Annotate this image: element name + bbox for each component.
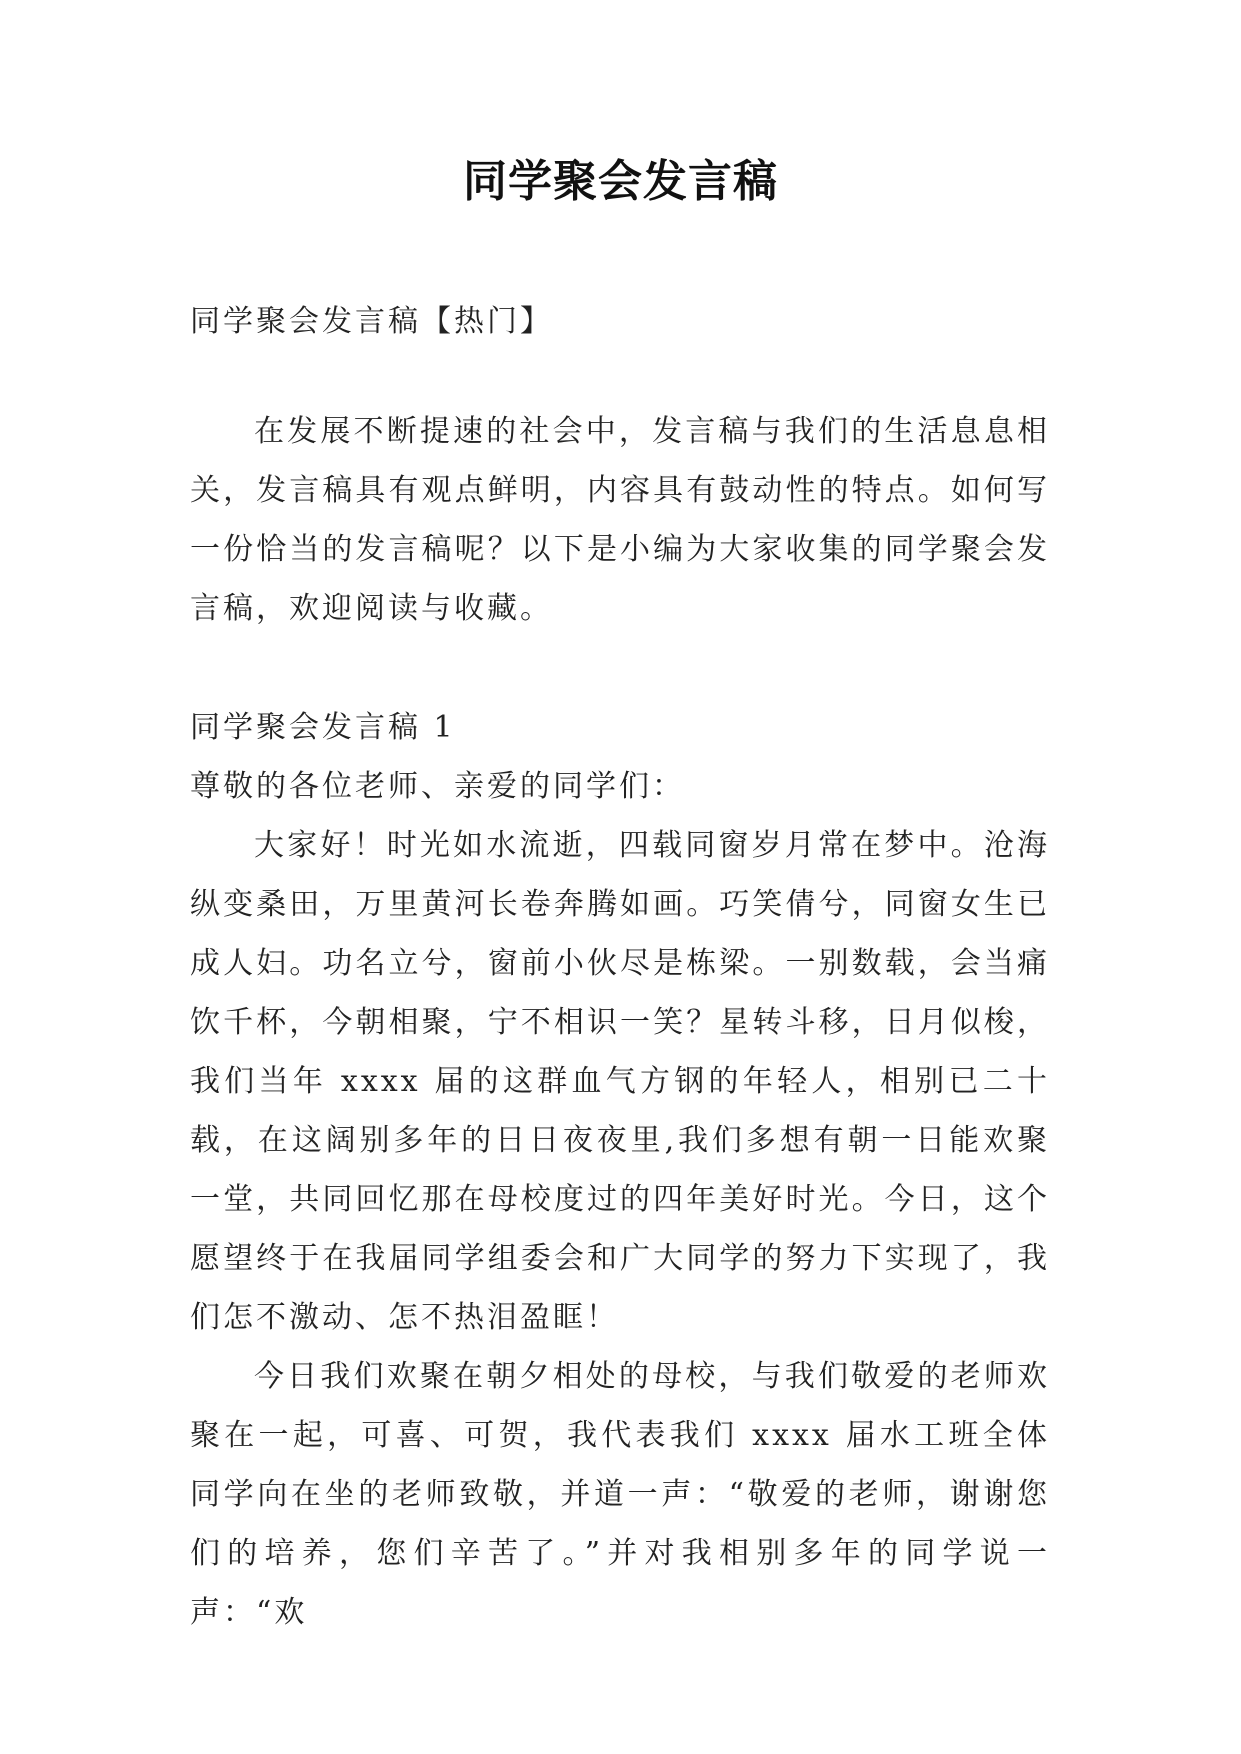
section-heading: 同学聚会发言稿 1 bbox=[190, 710, 456, 745]
speech-paragraph: 大家好！时光如水流逝，四载同窗岁月常在梦中。沧海纵变桑田，万里黄河长卷奔腾如画。巧笑倩兮，同窗女生已成人妇。功名立兮，窗前小伙尽是栋梁。一别数载，会当痛饮千杯，今朝相聚，宁不相识一笑？星转斗移，日月似梭，我们当年 xxxx 届的这群血气方钢的年轻人，相别已二十载，在这阔别多年的日日夜夜里,我们多想有朝一日能欢聚一堂，共同回忆那在母校度过的四年美好时光。今日，这个愿望终于在我届同学组委会和广大同学的努力下实现了，我们怎不激动、怎不热泪盈眶！ bbox=[190, 828, 1050, 1335]
salutation: 尊敬的各位老师、亲爱的同学们： bbox=[190, 769, 685, 804]
intro-paragraph: 在发展不断提速的社会中，发言稿与我们的生活息息相关，发言稿具有观点鲜明，内容具有鼓动性的特点。如何写一份恰当的发言稿呢？以下是小编为大家收集的同学聚会发言稿，欢迎阅读与收藏。 bbox=[190, 414, 1050, 626]
document-subtitle: 同学聚会发言稿【热门】 bbox=[190, 304, 553, 339]
speech-body bbox=[190, 757, 1050, 1642]
speech-paragraph: 今日我们欢聚在朝夕相处的母校，与我们敬爱的老师欢聚在一起，可喜、可贺，我代表我们 xxxx 届水工班全体同学向在坐的老师致敬，并道一声：“敬爱的老师，谢谢您们的培养，您们辛苦了。”并对我相别多年的同学说一声：“欢 bbox=[190, 1359, 1050, 1630]
document-title: 同学聚会发言稿 bbox=[463, 156, 778, 207]
